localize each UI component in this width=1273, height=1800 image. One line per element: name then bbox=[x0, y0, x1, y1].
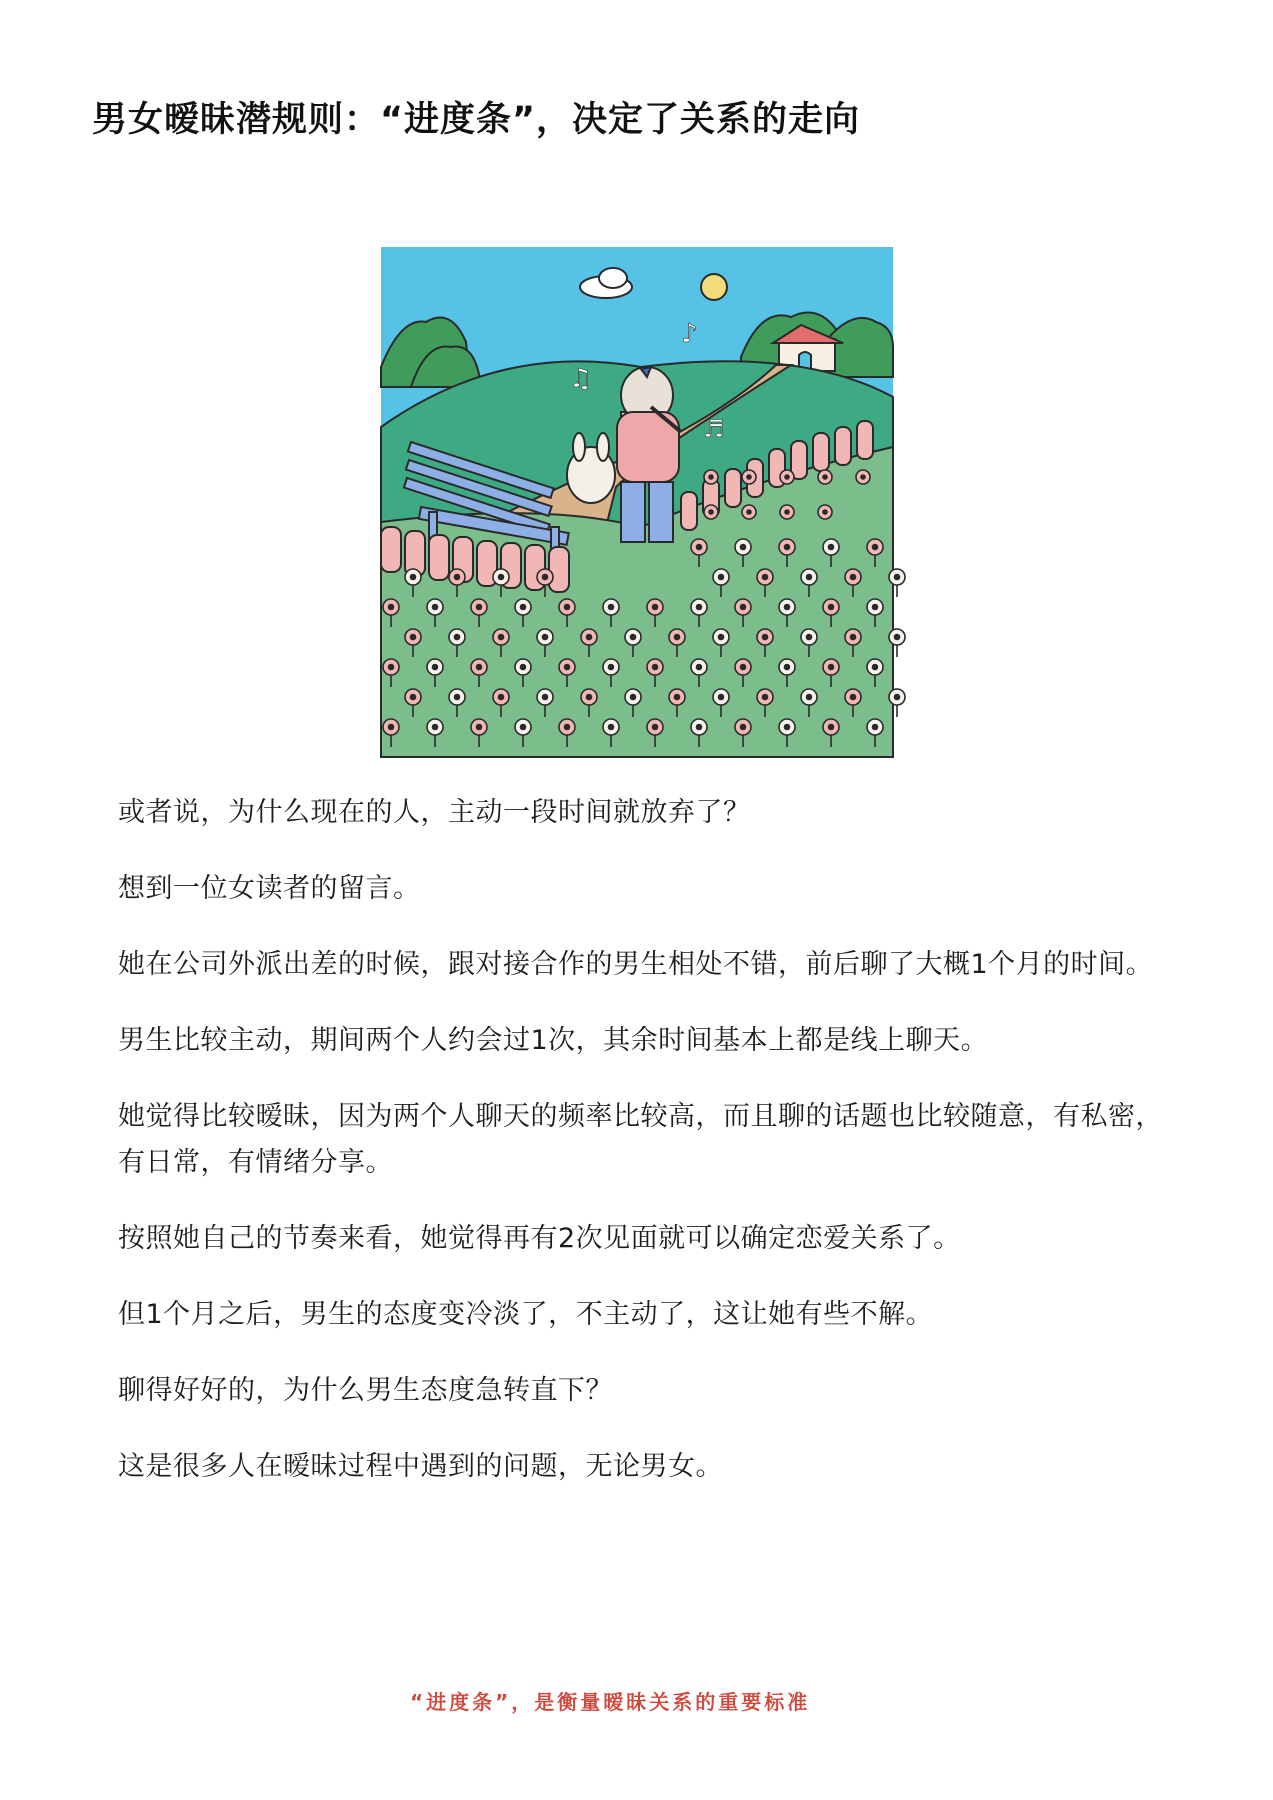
cut-off-heading: “进度条”，是衡量暧昧关系的重要标准 bbox=[410, 1690, 811, 1714]
flower-icon bbox=[704, 470, 718, 484]
character-icon bbox=[617, 367, 681, 542]
flower-icon bbox=[818, 505, 832, 519]
flower-icon bbox=[742, 505, 756, 519]
flower-icon bbox=[704, 505, 718, 519]
sun-icon bbox=[701, 274, 727, 300]
paragraph: 她在公司外派出差的时候，跟对接合作的男生相处不错，前后聊了大概1个月的时间。 bbox=[118, 949, 1154, 980]
music-note-icon: ♪ bbox=[681, 319, 698, 349]
music-note-icon: ♫ bbox=[569, 364, 593, 394]
paragraph: 这是很多人在暧昧过程中遇到的问题，无论男女。 bbox=[118, 1451, 723, 1482]
paragraph: 男生比较主动，期间两个人约会过1次，其余时间基本上都是线上聊天。 bbox=[118, 1025, 989, 1056]
paragraph: 或者说，为什么现在的人，主动一段时间就放弃了？ bbox=[118, 797, 751, 828]
flower-icon bbox=[818, 470, 832, 484]
paragraph: 聊得好好的，为什么男生态度急转直下？ bbox=[118, 1375, 613, 1406]
flower-icon bbox=[856, 470, 870, 484]
music-note-icon: ♬ bbox=[703, 415, 725, 443]
paragraph: 她觉得比较暧昧，因为两个人聊天的频率比较高，而且聊的话题也比较随意，有私密，有日常，有情绪分享。 bbox=[118, 1101, 1163, 1178]
paragraph: 按照她自己的节奏来看，她觉得再有2次见面就可以确定恋爱关系了。 bbox=[118, 1223, 961, 1254]
flower-icon bbox=[742, 470, 756, 484]
illustration-svg bbox=[381, 247, 893, 757]
paragraph: 想到一位女读者的留言。 bbox=[118, 873, 421, 904]
article-title: 男女暧昧潜规则：“进度条”，决定了关系的走向 bbox=[92, 100, 861, 140]
illustration-image bbox=[381, 247, 893, 757]
flower-icon bbox=[780, 470, 794, 484]
article-body bbox=[118, 790, 1178, 1520]
flower-icon bbox=[780, 505, 794, 519]
paragraph: 但1个月之后，男生的态度变冷淡了，不主动了，这让她有些不解。 bbox=[118, 1299, 934, 1330]
